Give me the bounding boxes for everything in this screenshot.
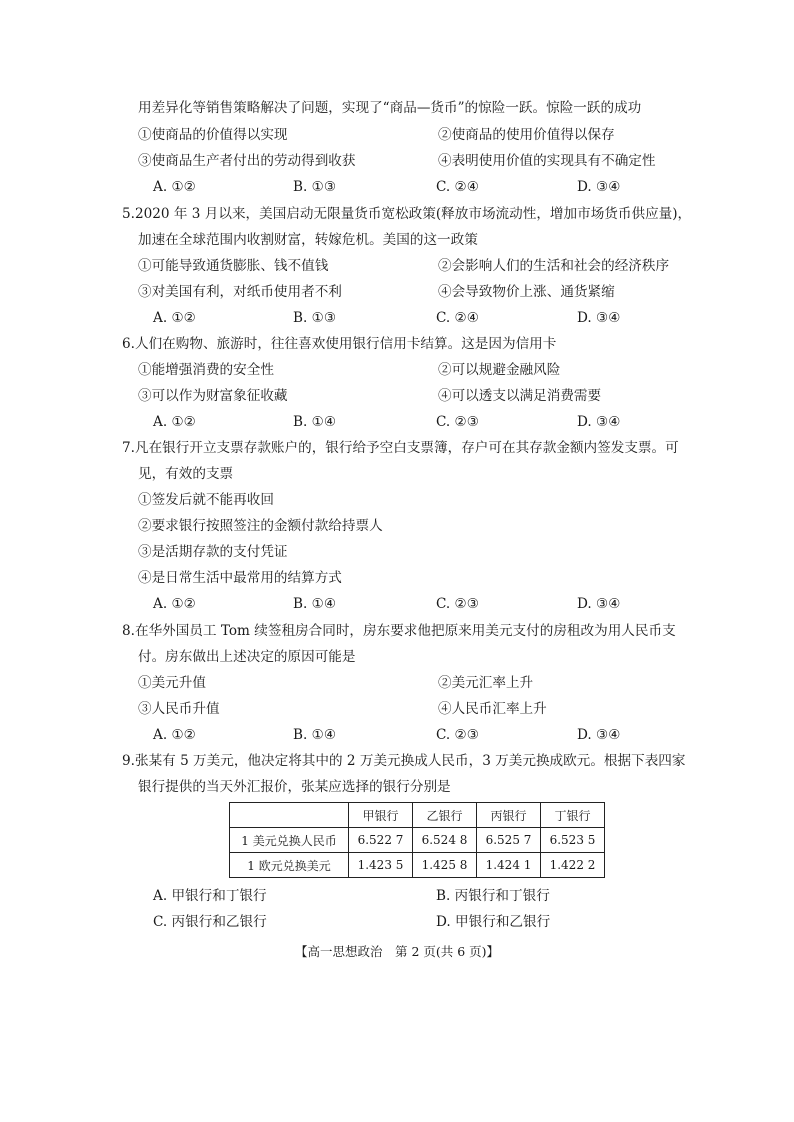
table-cell: 6.524 8 — [413, 828, 477, 853]
q8-choice-c: C. ②③ — [436, 727, 479, 743]
q4-choice-a: A. ①② — [153, 179, 196, 195]
q4-item-1: ①使商品的价值得以实现 — [138, 127, 288, 143]
q8-stem-line-1: 8.在华外国员工 Tom 续签租房合同时，房东要求他把原来用美元支付的房租改为用人民币支 — [122, 623, 676, 639]
q9-stem-line-1: 9.张某有 5 万美元，他决定将其中的 2 万美元换成人民币，3 万美元换成欧元。根据下表四家 — [122, 753, 686, 769]
table-header-cell: 丁银行 — [541, 803, 605, 828]
q5-item-4: ④会导致物价上涨、通货紧缩 — [438, 284, 615, 300]
q5-item-2: ②会影响人们的生活和社会的经济秩序 — [438, 258, 670, 274]
table-cell: 1.424 1 — [477, 853, 541, 878]
q6-choice-a: A. ①② — [153, 414, 196, 430]
q7-choice-b: B. ①④ — [293, 596, 337, 612]
table-cell: 6.523 5 — [541, 828, 605, 853]
q5-stem-line-2: 加速在全球范围内收割财富，转嫁危机。美国的这一政策 — [138, 232, 478, 248]
table-header-cell: 乙银行 — [413, 803, 477, 828]
q6-choice-c: C. ②③ — [436, 414, 479, 430]
q6-item-2: ②可以规避金融风险 — [438, 362, 561, 378]
q9-choice-d: D. 甲银行和乙银行 — [436, 914, 551, 930]
table-header-cell: 甲银行 — [349, 803, 413, 828]
q5-item-3: ③对美国有利，对纸币使用者不利 — [138, 284, 342, 300]
q9-choice-a: A. 甲银行和丁银行 — [153, 888, 267, 904]
q8-item-1: ①美元升值 — [138, 675, 206, 691]
q7-item-3: ③是活期存款的支付凭证 — [138, 544, 288, 560]
q6-choice-b: B. ①④ — [293, 414, 337, 430]
q5-item-1: ①可能导致通货膨胀、钱不值钱 — [138, 258, 329, 274]
q5-choice-b: B. ①③ — [293, 310, 337, 326]
q4-item-3: ③使商品生产者付出的劳动得到收获 — [138, 153, 356, 169]
table-cell: 1 美元兑换人民币 — [230, 828, 349, 853]
q6-stem-line-1: 6.人们在购物、旅游时，往往喜欢使用银行信用卡结算。这是因为信用卡 — [122, 336, 557, 352]
q6-item-4: ④可以透支以满足消费需要 — [438, 388, 602, 404]
q7-item-2: ②要求银行按照签注的金额付款给持票人 — [138, 518, 383, 534]
q5-choice-a: A. ①② — [153, 310, 196, 326]
q5-stem-line-1: 5.2020 年 3 月以来，美国启动无限量货币宽松政策(释放市场流动性，增加市场货币供应量)， — [122, 206, 692, 222]
q7-choice-a: A. ①② — [153, 596, 196, 612]
table-header-cell: 丙银行 — [477, 803, 541, 828]
q8-choice-a: A. ①② — [153, 727, 196, 743]
q4-stem-line: 用差异化等销售策略解决了问题，实现了“商品—货币”的惊险一跃。惊险一跃的成功 — [138, 100, 642, 116]
table-row — [230, 828, 605, 853]
q8-item-4: ④人民币汇率上升 — [438, 701, 547, 717]
q6-item-1: ①能增强消费的安全性 — [138, 362, 274, 378]
q9-stem-line-2: 银行提供的当天外汇报价，张某应选择的银行分别是 — [138, 779, 451, 795]
q4-item-2: ②使商品的使用价值得以保存 — [438, 127, 615, 143]
q4-choice-d: D. ③④ — [577, 179, 621, 195]
q7-choice-d: D. ③④ — [577, 596, 621, 612]
q5-choice-d: D. ③④ — [577, 310, 621, 326]
q7-item-4: ④是日常生活中最常用的结算方式 — [138, 570, 342, 586]
table-cell: 1.423 5 — [349, 853, 413, 878]
q4-choice-c: C. ②④ — [436, 179, 479, 195]
q4-item-4: ④表明使用价值的实现具有不确定性 — [438, 153, 656, 169]
q6-choice-d: D. ③④ — [577, 414, 621, 430]
table-cell: 1 欧元兑换美元 — [230, 853, 349, 878]
q7-stem-line-2: 见，有效的支票 — [138, 466, 234, 482]
table-cell: 6.525 7 — [477, 828, 541, 853]
exchange-rate-table — [229, 802, 605, 878]
table-row — [230, 853, 605, 878]
q9-choice-b: B. 丙银行和丁银行 — [436, 888, 550, 904]
table-header-cell — [230, 803, 349, 828]
q7-choice-c: C. ②③ — [436, 596, 479, 612]
page-footer: 【高一思想政治 第 2 页(共 6 页)】 — [294, 944, 500, 959]
q5-choice-c: C. ②④ — [436, 310, 479, 326]
q9-choice-c: C. 丙银行和乙银行 — [153, 914, 267, 930]
q7-stem-line-1: 7.凡在银行开立支票存款账户的，银行给予空白支票簿，存户可在其存款金额内签发支票。可 — [122, 440, 679, 456]
table-cell: 1.422 2 — [541, 853, 605, 878]
q6-item-3: ③可以作为财富象征收藏 — [138, 388, 288, 404]
table-cell: 6.522 7 — [349, 828, 413, 853]
q8-stem-line-2: 付。房东做出上述决定的原因可能是 — [138, 649, 356, 665]
q8-item-3: ③人民币升值 — [138, 701, 220, 717]
table-cell: 1.425 8 — [413, 853, 477, 878]
q7-item-1: ①签发后就不能再收回 — [138, 492, 274, 508]
q4-choice-b: B. ①③ — [293, 179, 337, 195]
table-header-row — [230, 803, 605, 828]
q8-choice-d: D. ③④ — [577, 727, 621, 743]
q8-choice-b: B. ①④ — [293, 727, 337, 743]
q8-item-2: ②美元汇率上升 — [438, 675, 534, 691]
